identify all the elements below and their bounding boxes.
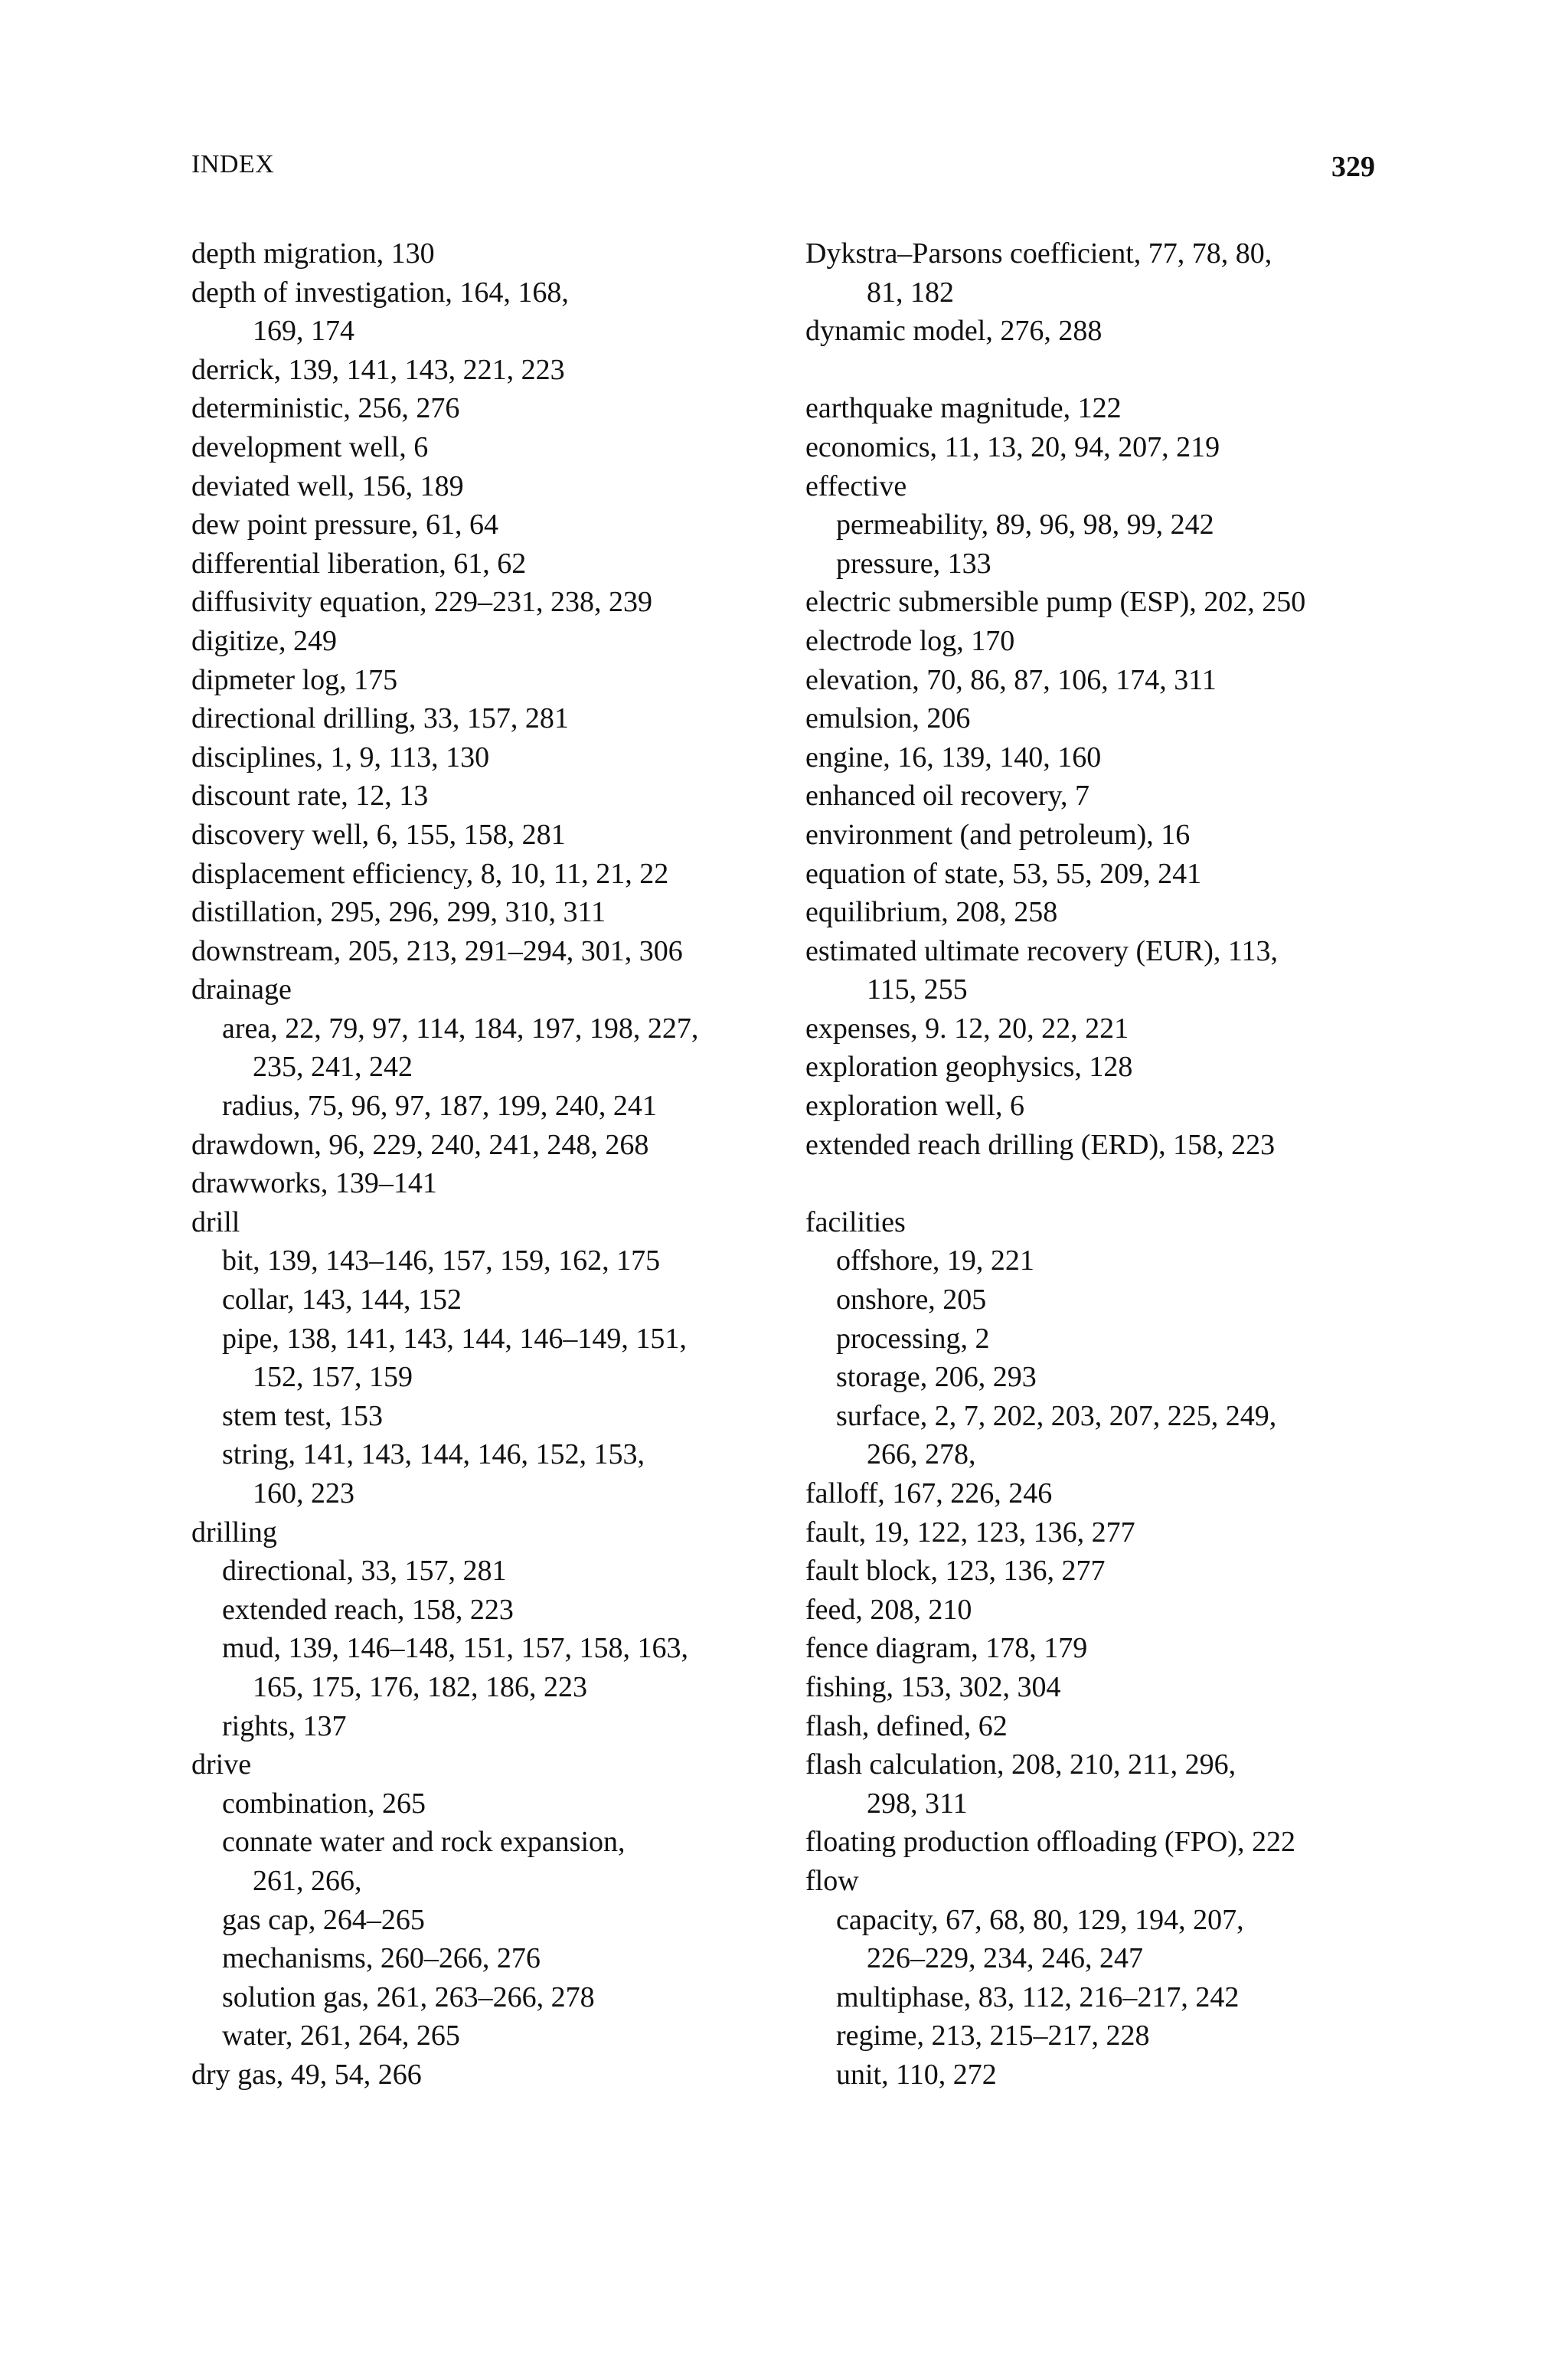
index-entry: floating production offloading (FPO), 222 <box>805 1826 1295 1859</box>
index-entry: exploration geophysics, 128 <box>805 1051 1133 1084</box>
index-entry-continuation: 152, 157, 159 <box>253 1361 413 1394</box>
index-subentry: storage, 206, 293 <box>836 1361 1037 1394</box>
index-entry: extended reach drilling (ERD), 158, 223 <box>805 1128 1276 1161</box>
index-entry: equilibrium, 208, 258 <box>805 896 1058 929</box>
index-subentry: mechanisms, 260–266, 276 <box>222 1942 541 1975</box>
index-entry: development well, 6 <box>191 430 429 463</box>
index-subentry: rights, 137 <box>222 1709 347 1742</box>
index-entry: engine, 16, 139, 140, 160 <box>805 741 1102 774</box>
index-subentry: stem test, 153 <box>222 1399 384 1432</box>
index-entry: flash calculation, 208, 210, 211, 296, <box>805 1748 1236 1781</box>
index-subentry: multiphase, 83, 112, 216–217, 242 <box>836 1980 1240 2013</box>
index-subentry: unit, 110, 272 <box>836 2058 997 2091</box>
index-subentry: processing, 2 <box>836 1322 990 1355</box>
index-entry: earthquake magnitude, 122 <box>805 392 1122 425</box>
index-entry: dynamic model, 276, 288 <box>805 315 1102 348</box>
index-entry: deviated well, 156, 189 <box>191 469 464 502</box>
index-entry: fault, 19, 122, 123, 136, 277 <box>805 1516 1135 1549</box>
index-entry: equation of state, 53, 55, 209, 241 <box>805 857 1202 890</box>
index-entry: discovery well, 6, 155, 158, 281 <box>191 818 566 851</box>
index-entry-continuation: 169, 174 <box>253 315 354 348</box>
index-entry: discount rate, 12, 13 <box>191 780 429 813</box>
index-entry: exploration well, 6 <box>805 1090 1024 1123</box>
index-entry: electric submersible pump (ESP), 202, 250 <box>805 586 1306 619</box>
index-entry: facilities <box>805 1205 906 1238</box>
index-entry: downstream, 205, 213, 291–294, 301, 306 <box>191 934 683 967</box>
index-entry: drainage <box>191 973 292 1006</box>
index-subentry: collar, 143, 144, 152 <box>222 1284 462 1316</box>
index-entry-continuation: 235, 241, 242 <box>253 1051 413 1084</box>
index-subentry: connate water and rock expansion, <box>222 1826 626 1859</box>
index-entry: differential liberation, 61, 62 <box>191 547 527 580</box>
index-entry: dipmeter log, 175 <box>191 663 398 696</box>
index-entry-continuation: 226–229, 234, 246, 247 <box>867 1942 1143 1975</box>
index-entry: elevation, 70, 86, 87, 106, 174, 311 <box>805 663 1217 696</box>
index-column-left <box>191 234 773 2095</box>
index-entry: drive <box>191 1748 252 1781</box>
index-subentry: surface, 2, 7, 202, 203, 207, 225, 249, <box>836 1399 1277 1432</box>
index-entry: fishing, 153, 302, 304 <box>805 1670 1061 1703</box>
index-entry: Dykstra–Parsons coefficient, 77, 78, 80, <box>805 237 1272 270</box>
index-entry: effective <box>805 469 907 502</box>
index-subentry: offshore, 19, 221 <box>836 1245 1034 1277</box>
index-entry: distillation, 295, 296, 299, 310, 311 <box>191 896 606 929</box>
index-entry-continuation: 261, 266, <box>253 1864 362 1897</box>
index-subentry: area, 22, 79, 97, 114, 184, 197, 198, 227, <box>222 1012 699 1045</box>
index-entry: falloff, 167, 226, 246 <box>805 1477 1053 1509</box>
index-entry: expenses, 9. 12, 20, 22, 221 <box>805 1012 1129 1045</box>
index-entry: electrode log, 170 <box>805 624 1015 657</box>
index-entry: fault block, 123, 136, 277 <box>805 1555 1106 1588</box>
index-entry: directional drilling, 33, 157, 281 <box>191 702 569 735</box>
index-subentry: directional, 33, 157, 281 <box>222 1555 507 1588</box>
index-entry: digitize, 249 <box>191 624 337 657</box>
index-entry: deterministic, 256, 276 <box>191 392 460 425</box>
index-entry: feed, 208, 210 <box>805 1593 972 1626</box>
index-subentry: mud, 139, 146–148, 151, 157, 158, 163, <box>222 1632 689 1665</box>
index-entry: displacement efficiency, 8, 10, 11, 21, 22 <box>191 857 669 890</box>
index-subentry: permeability, 89, 96, 98, 99, 242 <box>836 509 1214 541</box>
index-entry-continuation: 160, 223 <box>253 1477 354 1509</box>
index-entry-continuation: 115, 255 <box>867 973 968 1006</box>
index-entry-continuation: 266, 278, <box>867 1438 976 1471</box>
index-subentry: gas cap, 264–265 <box>222 1903 425 1936</box>
index-entry: environment (and petroleum), 16 <box>805 818 1191 851</box>
index-subentry: capacity, 67, 68, 80, 129, 194, 207, <box>836 1903 1244 1936</box>
index-entry: fence diagram, 178, 179 <box>805 1632 1088 1665</box>
index-subentry: pressure, 133 <box>836 547 991 580</box>
index-column-right <box>805 234 1387 2095</box>
index-entry: drawdown, 96, 229, 240, 241, 248, 268 <box>191 1128 649 1161</box>
page-number: 329 <box>1331 151 1375 183</box>
index-section-gap <box>805 351 1387 390</box>
index-entry: economics, 11, 13, 20, 94, 207, 219 <box>805 430 1220 463</box>
index-entry: drilling <box>191 1516 277 1549</box>
index-entry: drill <box>191 1205 240 1238</box>
index-subentry: pipe, 138, 141, 143, 144, 146–149, 151, <box>222 1322 687 1355</box>
index-entry: depth of investigation, 164, 168, <box>191 276 569 309</box>
index-subentry: regime, 213, 215–217, 228 <box>836 2020 1150 2052</box>
index-subentry: combination, 265 <box>222 1787 426 1820</box>
index-entry-continuation: 81, 182 <box>867 276 954 309</box>
index-entry: drawworks, 139–141 <box>191 1167 437 1200</box>
index-subentry: radius, 75, 96, 97, 187, 199, 240, 241 <box>222 1090 657 1123</box>
index-subentry: solution gas, 261, 263–266, 278 <box>222 1980 595 2013</box>
index-subentry: string, 141, 143, 144, 146, 152, 153, <box>222 1438 645 1471</box>
index-entry-continuation: 298, 311 <box>867 1787 968 1820</box>
index-entry: enhanced oil recovery, 7 <box>805 780 1090 813</box>
index-entry: disciplines, 1, 9, 113, 130 <box>191 741 490 774</box>
index-entry: emulsion, 206 <box>805 702 971 735</box>
index-entry: flash, defined, 62 <box>805 1709 1008 1742</box>
index-subentry: onshore, 205 <box>836 1284 987 1316</box>
index-entry: estimated ultimate recovery (EUR), 113, <box>805 934 1278 967</box>
index-subentry: extended reach, 158, 223 <box>222 1593 514 1626</box>
index-entry: derrick, 139, 141, 143, 221, 223 <box>191 353 565 386</box>
index-section-gap <box>805 1164 1387 1203</box>
index-entry: depth migration, 130 <box>191 237 435 270</box>
index-entry: diffusivity equation, 229–231, 238, 239 <box>191 586 652 619</box>
index-subentry: bit, 139, 143–146, 157, 159, 162, 175 <box>222 1245 661 1277</box>
index-entry: dew point pressure, 61, 64 <box>191 509 499 541</box>
index-entry-continuation: 165, 175, 176, 182, 186, 223 <box>253 1670 587 1703</box>
index-subentry: water, 261, 264, 265 <box>222 2020 460 2052</box>
index-entry: flow <box>805 1864 859 1897</box>
running-header-title: INDEX <box>191 150 275 178</box>
index-entry: dry gas, 49, 54, 266 <box>191 2058 422 2091</box>
